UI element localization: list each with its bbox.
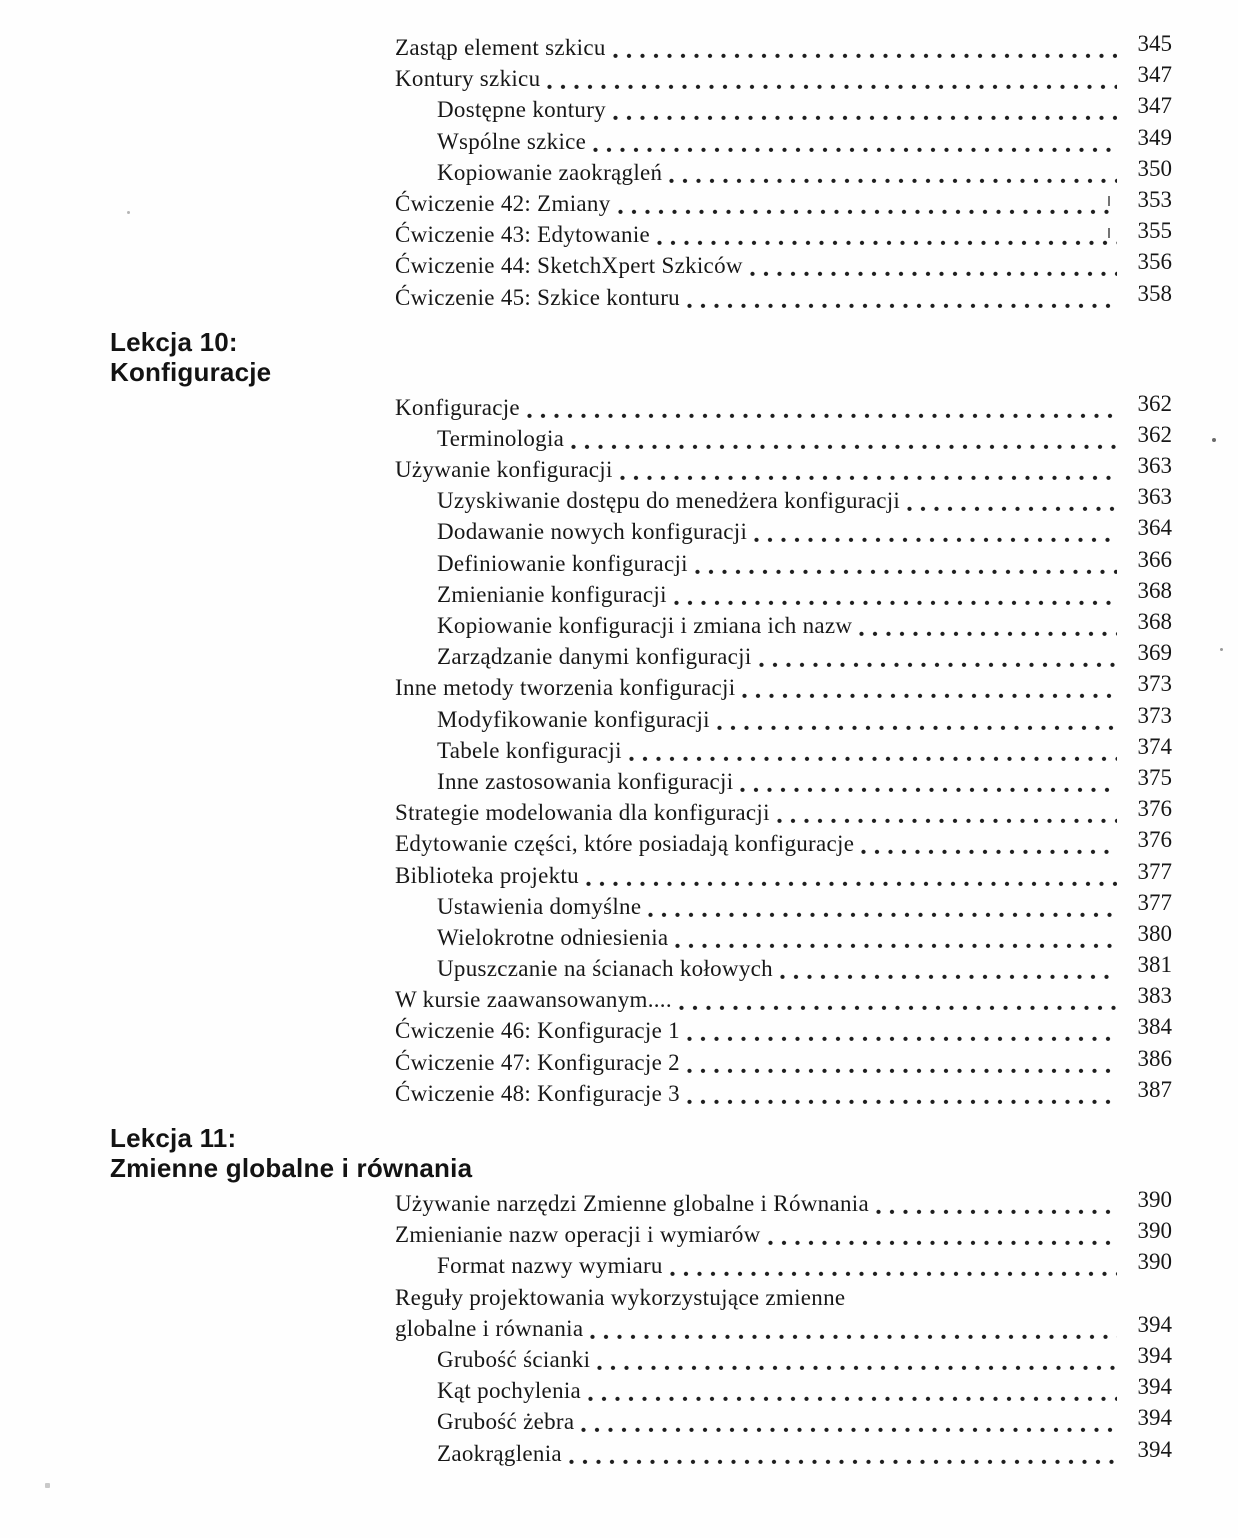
entry-page-number: 394 xyxy=(1137,1436,1172,1462)
entry-label: Definiowanie konfiguracji xyxy=(437,550,688,576)
entry-label: Reguły projektowania wykorzystujące zmienne xyxy=(395,1284,846,1310)
toc-entry xyxy=(395,953,1172,984)
dot-leader xyxy=(907,485,1117,516)
entry-page-number: 377 xyxy=(1137,889,1172,915)
entry-page-number: 369 xyxy=(1137,640,1172,666)
dot-leader xyxy=(569,1438,1117,1469)
entry-label: Ćwiczenie 45: Szkice konturu xyxy=(395,284,680,310)
toc-entry xyxy=(395,828,1172,859)
scan-artifact xyxy=(1108,228,1110,238)
toc-entry xyxy=(395,1047,1172,1078)
entry-page-number: 368 xyxy=(1137,609,1172,634)
entry-page-number: 390 xyxy=(1137,1249,1172,1275)
entry-label: Uzyskiwanie dostępu do menedżera konfiguracji xyxy=(437,488,901,514)
entry-label: Strategie modelowania dla konfiguracji xyxy=(395,800,770,826)
toc-entry xyxy=(395,1282,1172,1313)
dot-leader xyxy=(852,1282,1117,1313)
entry-page-number: 387 xyxy=(1137,1076,1172,1102)
toc-entry xyxy=(395,579,1172,610)
entry-label: globalne i równania xyxy=(395,1315,584,1341)
toc-entry xyxy=(395,548,1172,579)
lesson-number: Lekcja 10: xyxy=(110,326,238,357)
toc-entry xyxy=(395,485,1172,516)
entry-page-number: 368 xyxy=(1137,577,1172,603)
dot-leader xyxy=(586,860,1117,891)
entry-label: Terminologia xyxy=(437,425,565,451)
toc-entry xyxy=(395,1219,1172,1250)
entry-label: Grubość żebra xyxy=(437,1409,575,1435)
entry-page-number: 373 xyxy=(1137,702,1172,728)
dot-leader xyxy=(687,282,1117,313)
dot-leader xyxy=(687,1047,1117,1078)
toc-entry xyxy=(395,63,1172,94)
dot-leader xyxy=(687,1015,1117,1046)
dot-leader xyxy=(768,1219,1117,1250)
entry-page-number: 374 xyxy=(1137,733,1172,759)
entry-label: Ćwiczenie 46: Konfiguracje 1 xyxy=(395,1018,680,1044)
dot-leader xyxy=(657,219,1117,250)
entry-label: Kontury szkicu xyxy=(395,66,541,92)
toc-entry-list xyxy=(110,1188,1172,1469)
lesson-title: Zmienne globalne i równania xyxy=(110,1153,473,1183)
toc-entry xyxy=(395,735,1172,766)
entry-page-number: 355 xyxy=(1137,218,1172,244)
toc-section xyxy=(110,327,1172,1109)
entry-label: Inne metody tworzenia konfiguracji xyxy=(395,675,736,701)
scan-speck xyxy=(127,211,130,214)
toc-entry xyxy=(395,516,1172,547)
entry-page-number: 390 xyxy=(1137,1187,1172,1212)
entry-label: Dostępne kontury xyxy=(437,97,606,123)
entry-label: Edytowanie części, które posiadają konfiguracje xyxy=(395,831,855,857)
toc-entry xyxy=(395,860,1172,891)
entry-label: Kąt pochylenia xyxy=(437,1378,582,1404)
entry-label: Biblioteka projektu xyxy=(395,862,579,888)
entry-label: Ćwiczenie 44: SketchXpert Szkiców xyxy=(395,253,743,279)
toc-entry xyxy=(395,1438,1172,1469)
entry-label: Wspólne szkice xyxy=(437,128,587,154)
dot-leader xyxy=(590,1313,1117,1344)
entry-label: Ustawienia domyślne xyxy=(437,893,642,919)
entry-label: Konfiguracje xyxy=(395,394,520,420)
toc-section xyxy=(110,1123,1172,1469)
toc-entry xyxy=(395,219,1172,250)
entry-page-number: 377 xyxy=(1137,858,1172,884)
toc-entry xyxy=(395,766,1172,797)
entry-page-number: 364 xyxy=(1137,515,1172,541)
entry-label: Ćwiczenie 42: Zmiany xyxy=(395,190,611,216)
dot-leader xyxy=(613,94,1117,125)
entry-page-number: 383 xyxy=(1137,983,1172,1009)
entry-page-number: 375 xyxy=(1137,764,1172,790)
scan-speck xyxy=(45,1483,50,1488)
dot-leader xyxy=(687,1078,1117,1109)
toc-entry xyxy=(395,126,1172,157)
entry-page-number: 390 xyxy=(1137,1218,1172,1244)
dot-leader xyxy=(581,1406,1117,1437)
toc-entry xyxy=(395,797,1172,828)
entry-page-number: 380 xyxy=(1137,920,1172,946)
entry-label: Zarządzanie danymi konfiguracji xyxy=(437,644,752,670)
entry-label: Używanie narzędzi Zmienne globalne i Równania xyxy=(395,1191,869,1216)
entry-label: Używanie konfiguracji xyxy=(395,457,613,483)
toc-section xyxy=(110,32,1172,313)
dot-leader xyxy=(629,735,1117,766)
table-of-contents xyxy=(110,32,1172,1469)
entry-label: Format nazwy wymiaru xyxy=(437,1253,663,1279)
dot-leader xyxy=(620,454,1117,485)
toc-entry xyxy=(395,1078,1172,1109)
entry-page-number: 394 xyxy=(1137,1342,1172,1368)
toc-entry xyxy=(395,1375,1172,1406)
entry-label: Grubość ścianki xyxy=(437,1346,591,1372)
dot-leader xyxy=(750,250,1117,281)
toc-entry xyxy=(395,641,1172,672)
toc-entry xyxy=(395,1188,1172,1219)
toc-entry xyxy=(395,984,1172,1015)
lesson-heading xyxy=(110,1123,1172,1183)
entry-page-number: 356 xyxy=(1137,249,1172,275)
dot-leader xyxy=(674,579,1117,610)
entry-page-number: 394 xyxy=(1137,1311,1172,1337)
toc-entry xyxy=(395,922,1172,953)
dot-leader xyxy=(861,828,1117,859)
dot-leader xyxy=(547,63,1117,94)
scan-speck xyxy=(1212,438,1216,442)
entry-page-number: 362 xyxy=(1137,390,1172,416)
entry-page-number: 345 xyxy=(1137,31,1172,56)
entry-page-number: 376 xyxy=(1137,827,1172,853)
entry-page-number: 347 xyxy=(1137,93,1172,119)
entry-page-number: 362 xyxy=(1137,421,1172,447)
entry-page-number: 381 xyxy=(1137,952,1172,978)
dot-leader xyxy=(717,704,1117,735)
toc-entry xyxy=(395,392,1172,423)
entry-label: Inne zastosowania konfiguracji xyxy=(437,768,734,794)
dot-leader xyxy=(695,548,1117,579)
lesson-number: Lekcja 11: xyxy=(110,1123,237,1153)
toc-entry xyxy=(395,250,1172,281)
dot-leader xyxy=(876,1188,1117,1219)
dot-leader xyxy=(754,516,1117,547)
entry-label: Dodawanie nowych konfiguracji xyxy=(437,519,748,545)
dot-leader xyxy=(670,1250,1117,1281)
entry-page-number: 386 xyxy=(1137,1045,1172,1071)
entry-page-number: 384 xyxy=(1137,1014,1172,1040)
entry-label: Modyfikowanie konfiguracji xyxy=(437,706,710,732)
dot-leader xyxy=(777,797,1117,828)
entry-label: Zmienianie konfiguracji xyxy=(437,581,667,607)
toc-entry xyxy=(395,157,1172,188)
entry-label: Ćwiczenie 43: Edytowanie xyxy=(395,222,651,248)
dot-leader xyxy=(597,1344,1117,1375)
dot-leader xyxy=(679,984,1117,1015)
entry-label: Kopiowanie zaokrągleń xyxy=(437,159,663,185)
entry-label: Tabele konfiguracji xyxy=(437,737,622,763)
entry-page-number: 394 xyxy=(1137,1405,1172,1431)
toc-entry xyxy=(395,94,1172,125)
entry-label: Upuszczanie na ścianach kołowych xyxy=(437,956,773,982)
dot-leader xyxy=(859,610,1117,641)
dot-leader xyxy=(588,1375,1117,1406)
lesson-title: Konfiguracje xyxy=(110,356,272,387)
toc-entry xyxy=(395,1406,1172,1437)
toc-entry xyxy=(395,891,1172,922)
toc-entry xyxy=(395,188,1172,219)
dot-leader xyxy=(740,766,1117,797)
scan-artifact xyxy=(1108,196,1110,206)
toc-entry xyxy=(395,672,1172,703)
dot-leader xyxy=(571,423,1117,454)
dot-leader xyxy=(648,891,1117,922)
dot-leader xyxy=(593,126,1117,157)
toc-entry xyxy=(395,1015,1172,1046)
toc-entry xyxy=(395,282,1172,313)
toc-entry-list xyxy=(110,392,1172,1109)
dot-leader xyxy=(780,953,1117,984)
entry-page-number: 353 xyxy=(1137,186,1172,212)
scan-speck xyxy=(1220,648,1223,651)
toc-entry xyxy=(395,1250,1172,1281)
dot-leader xyxy=(669,157,1117,188)
dot-leader xyxy=(675,922,1117,953)
entry-label: Ćwiczenie 48: Konfiguracje 3 xyxy=(395,1080,680,1106)
toc-entry xyxy=(395,610,1172,641)
dot-leader xyxy=(618,188,1118,219)
toc-entry xyxy=(395,704,1172,735)
dot-leader xyxy=(759,641,1117,672)
toc-entry xyxy=(395,454,1172,485)
entry-page-number: 350 xyxy=(1137,155,1172,181)
lesson-heading xyxy=(110,327,1172,387)
toc-entry xyxy=(395,423,1172,454)
entry-page-number: 394 xyxy=(1137,1374,1172,1400)
entry-label: Ćwiczenie 47: Konfiguracje 2 xyxy=(395,1049,680,1075)
toc-entry-list xyxy=(110,32,1172,313)
entry-page-number: 373 xyxy=(1137,671,1172,697)
entry-page-number: 363 xyxy=(1137,453,1172,479)
entry-label: Zaokrąglenia xyxy=(437,1440,562,1466)
entry-page-number: 358 xyxy=(1137,280,1172,306)
toc-entry xyxy=(395,32,1172,63)
entry-label: Kopiowanie konfiguracji i zmiana ich nazw xyxy=(437,613,853,638)
entry-label: Wielokrotne odniesienia xyxy=(437,924,669,950)
dot-leader xyxy=(742,672,1117,703)
dot-leader xyxy=(613,32,1117,63)
toc-entry xyxy=(395,1344,1172,1375)
entry-page-number: 347 xyxy=(1137,62,1172,88)
entry-page-number: 349 xyxy=(1137,124,1172,150)
entry-page-number: 376 xyxy=(1137,796,1172,822)
entry-label: Zastąp element szkicu xyxy=(395,35,606,60)
toc-entry xyxy=(395,1313,1172,1344)
entry-label: W kursie zaawansowanym.... xyxy=(395,987,672,1013)
entry-page-number: 363 xyxy=(1137,484,1172,510)
entry-label: Zmienianie nazw operacji i wymiarów xyxy=(395,1222,761,1248)
entry-page-number: 366 xyxy=(1137,546,1172,572)
dot-leader xyxy=(527,392,1117,423)
